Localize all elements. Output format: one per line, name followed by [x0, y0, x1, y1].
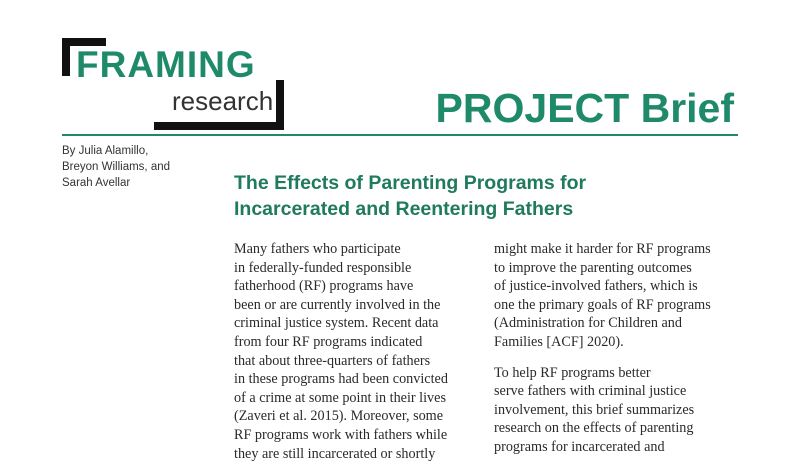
- document-title-line: Incarcerated and Reentering Fathers: [234, 198, 574, 220]
- body-line: that about three-quarters of fathers: [234, 352, 431, 369]
- body-line: in federally-funded responsible: [234, 259, 412, 276]
- body-line: involvement, this brief summarizes: [494, 401, 695, 418]
- body-line: (Administration for Children and: [494, 315, 682, 332]
- body-column-right: [494, 240, 744, 457]
- body-line: serve fathers with criminal justice: [494, 383, 687, 400]
- body-line: they are still incarcerated or shortly: [234, 445, 436, 462]
- body-line: criminal justice system. Recent data: [234, 315, 439, 332]
- body-line: might make it harder for RF programs: [494, 241, 711, 257]
- body-line: been or are currently involved in the: [234, 296, 441, 313]
- body-line: to improve the parenting outcomes: [494, 259, 692, 276]
- body-line: fatherhood (RF) programs have: [234, 278, 414, 295]
- body-column-left: [234, 240, 474, 463]
- author-line: Sarah Avellar: [62, 177, 131, 189]
- body-line: Families [ACF] 2020).: [494, 333, 624, 350]
- logo-word-framing: FRAMING: [76, 44, 256, 85]
- body-line: (Zaveri et al. 2015). Moreover, some: [234, 408, 444, 425]
- author-line: Breyon Williams, and: [62, 161, 171, 173]
- paragraph-gap: [494, 352, 744, 364]
- document-title: [234, 170, 714, 222]
- logo-word-research: research: [172, 86, 274, 116]
- body-line: of a crime at some point in their lives: [234, 389, 446, 406]
- body-line: from four RF programs indicated: [234, 333, 423, 350]
- author-byline: [62, 143, 222, 191]
- header-divider: [62, 134, 738, 136]
- body-line: in these programs had been convicted: [234, 371, 448, 388]
- body-line: Many fathers who participate: [234, 241, 401, 257]
- project-brief-heading: PROJECT Brief: [435, 85, 734, 131]
- body-line: To help RF programs better: [494, 364, 651, 381]
- body-line: one the primary goals of RF programs: [494, 296, 711, 313]
- document-title-line: The Effects of Parenting Programs for: [234, 172, 587, 194]
- body-line: of justice-involved fathers, which is: [494, 278, 698, 295]
- body-line: programs for incarcerated and: [494, 438, 665, 455]
- framing-research-logo: [62, 38, 290, 130]
- body-line: research on the effects of parenting: [494, 420, 694, 437]
- body-line: RF programs work with fathers while: [234, 426, 448, 443]
- author-line: By Julia Alamillo,: [62, 145, 149, 157]
